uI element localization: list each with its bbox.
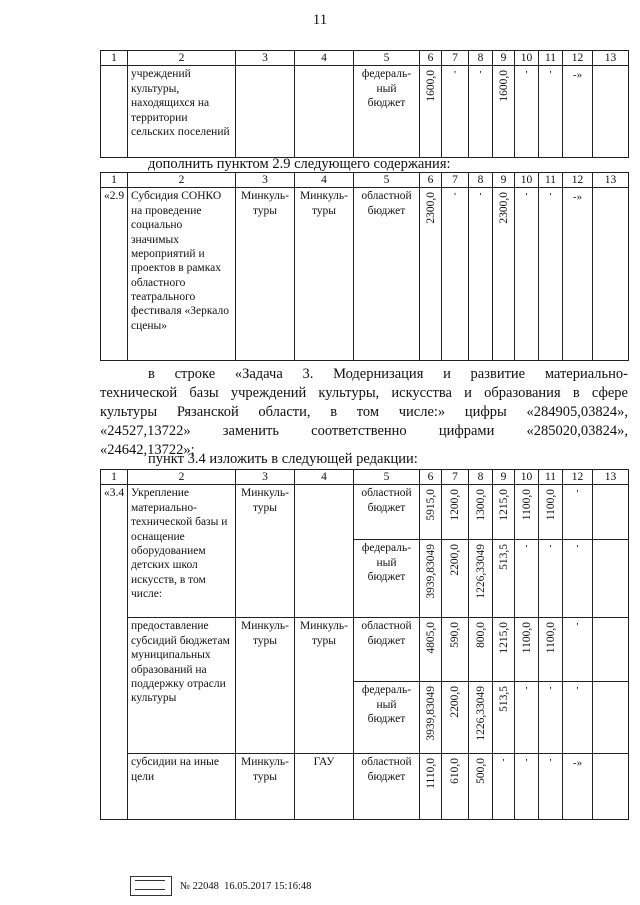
- value-col11: ': [549, 69, 552, 82]
- table-item-2-9: [100, 172, 629, 361]
- recipient: Минкуль-туры: [295, 188, 354, 361]
- col-header: 6: [420, 51, 442, 66]
- recipient: Минкуль-туры: [295, 618, 354, 754]
- col-header: 4: [295, 470, 354, 485]
- value-col11: 1100,0: [544, 622, 557, 654]
- value-col6: 3939,83049: [424, 544, 437, 599]
- col-header: 10: [515, 470, 539, 485]
- col-header: 8: [469, 470, 493, 485]
- value-col6: 3939,83049: [424, 686, 437, 741]
- registry-stamp-icon: [130, 876, 172, 896]
- value-col11: ': [549, 685, 552, 698]
- value-col12: ': [576, 621, 579, 634]
- funding-source: областной бюджет: [354, 188, 420, 361]
- row-name: Субсидия СОНКО на проведение социально значимых мероприятий и проектов в рамках областного театрального фестиваля «Зеркало сцены»: [128, 188, 236, 361]
- table-row: [101, 754, 629, 820]
- paragraph-task3-l1: в строке «Задача 3. Модернизация и развитие материально-: [148, 366, 628, 382]
- value-col12: -»: [572, 69, 583, 82]
- executor: Минкуль-туры: [236, 188, 295, 361]
- row-name: субсидии на иные цели: [128, 754, 236, 820]
- value-col12: ': [576, 488, 579, 501]
- value-col12: ': [576, 685, 579, 698]
- value-col8: ': [479, 69, 482, 82]
- col-header: 8: [469, 173, 493, 188]
- value-col10: 1100,0: [520, 489, 533, 521]
- value-col10: ': [525, 191, 528, 204]
- col-header: 2: [128, 470, 236, 485]
- paragraph-task3-l5: «24642,13722»;: [100, 442, 195, 458]
- paragraph-task3-l2: технической базы учреждений культуры, искусства и образования в сфере: [100, 385, 628, 401]
- column-header-row: [101, 51, 629, 66]
- recipient: ГАУ: [295, 754, 354, 820]
- executor: Минкуль-туры: [236, 618, 295, 754]
- col-header: 13: [593, 51, 629, 66]
- funding-source: федераль-ный бюджет: [354, 682, 420, 754]
- col-header: 1: [101, 51, 128, 66]
- column-header-row: [101, 470, 629, 485]
- col-header: 5: [354, 470, 420, 485]
- value-col6: 2300,0: [424, 192, 437, 224]
- table-row: [101, 188, 629, 361]
- col-header: 9: [493, 173, 515, 188]
- value-col6: 5915,0: [424, 489, 437, 521]
- item-number: «2.9: [101, 188, 128, 361]
- value-col7: ': [454, 191, 456, 204]
- col-header: 5: [354, 173, 420, 188]
- value-col10: ': [525, 685, 528, 698]
- value-col9: 1215,0: [497, 622, 510, 654]
- col-header: 13: [593, 173, 629, 188]
- col-header: 4: [295, 173, 354, 188]
- col-header: 9: [493, 51, 515, 66]
- value-col7: 590,0: [448, 622, 461, 649]
- row-name: учреждений культуры, находящихся на территории сельских поселений: [128, 66, 236, 158]
- col-header: 13: [593, 470, 629, 485]
- value-col9: 1600,0: [497, 70, 510, 102]
- col-header: 11: [539, 51, 563, 66]
- value-col7: 1200,0: [448, 489, 461, 521]
- col-header: 1: [101, 470, 128, 485]
- value-col9: 513,5: [497, 686, 510, 713]
- value-col12: ': [576, 543, 579, 556]
- col-header: 12: [563, 470, 593, 485]
- table-item-3-4: [100, 469, 629, 820]
- item-number: «3.4: [101, 485, 128, 820]
- col-header: 6: [420, 173, 442, 188]
- col-header: 3: [236, 470, 295, 485]
- value-col9: 2300,0: [497, 192, 510, 224]
- col-header: 9: [493, 470, 515, 485]
- footer-datetime: 16.05.2017 15:16:48: [224, 880, 312, 892]
- paragraph-add-2-9: дополнить пунктом 2.9 следующего содержания:: [148, 156, 451, 172]
- value-col9: ': [502, 757, 505, 770]
- table-row: [101, 618, 629, 682]
- value-col10: ': [525, 757, 528, 770]
- footer-doc-number: 22048: [192, 880, 219, 892]
- table-row: [101, 66, 629, 158]
- funding-source: областной бюджет: [354, 754, 420, 820]
- column-header-row: [101, 173, 629, 188]
- col-header: 3: [236, 51, 295, 66]
- col-header: 12: [563, 51, 593, 66]
- funding-source: федераль-ный бюджет: [354, 66, 420, 158]
- row-name: предоставление субсидий бюджетам муниципальных образований на поддержку отрасли культуры: [128, 618, 236, 754]
- value-col11: 1100,0: [544, 489, 557, 521]
- col-header: 7: [442, 470, 469, 485]
- value-col6: 4805,0: [424, 622, 437, 654]
- funding-source: областной бюджет: [354, 618, 420, 682]
- value-col12: -»: [572, 191, 583, 204]
- col-header: 1: [101, 173, 128, 188]
- col-header: 10: [515, 173, 539, 188]
- value-col8: 800,0: [474, 622, 487, 649]
- value-col11: ': [549, 757, 552, 770]
- value-col6: 1600,0: [424, 70, 437, 102]
- col-header: 2: [128, 51, 236, 66]
- value-col8: 1226,33049: [474, 544, 487, 599]
- value-col10: ': [525, 543, 528, 556]
- funding-source: федераль-ный бюджет: [354, 540, 420, 618]
- value-col8: 500,0: [474, 758, 487, 785]
- paragraph-task3-l3: культуры Рязанской области, в том числе:» цифры «284905,03824»,: [100, 404, 628, 420]
- col-header: 6: [420, 470, 442, 485]
- value-col11: ': [549, 543, 552, 556]
- funding-source: областной бюджет: [354, 485, 420, 540]
- col-header: 12: [563, 173, 593, 188]
- value-col8: ': [479, 191, 482, 204]
- table-row: [101, 485, 629, 540]
- col-header: 7: [442, 51, 469, 66]
- footer-number-prefix: №: [180, 880, 191, 892]
- executor: Минкуль-туры: [236, 485, 295, 618]
- value-col7: 2200,0: [448, 686, 461, 718]
- value-col9: 513,5: [497, 544, 510, 571]
- value-col7: 2200,0: [448, 544, 461, 576]
- value-col11: ': [549, 191, 552, 204]
- value-col6: 1110,0: [424, 758, 437, 790]
- col-header: 10: [515, 51, 539, 66]
- col-header: 4: [295, 51, 354, 66]
- value-col7: ': [454, 69, 456, 82]
- value-col8: 1226,33049: [474, 686, 487, 741]
- value-col7: 610,0: [448, 758, 461, 785]
- page-number: 11: [312, 12, 328, 28]
- col-header: 11: [539, 173, 563, 188]
- paragraph-item-3-4: пункт 3.4 изложить в следующей редакции:: [148, 451, 418, 467]
- executor: Минкуль-туры: [236, 754, 295, 820]
- value-col10: 1100,0: [520, 622, 533, 654]
- table-continuation: [100, 50, 629, 158]
- col-header: 5: [354, 51, 420, 66]
- col-header: 11: [539, 470, 563, 485]
- document-footer: [130, 876, 311, 896]
- col-header: 7: [442, 173, 469, 188]
- col-header: 2: [128, 173, 236, 188]
- row-name: Укрепление материально-технической базы и оснащение оборудованием детских школ искусств, в том числе:: [128, 485, 236, 618]
- value-col12: -»: [572, 757, 583, 770]
- value-col8: 1300,0: [474, 489, 487, 521]
- paragraph-task3-l4: «24527,13722» заменить соответственно цифрами «285020,03824»,: [100, 423, 628, 439]
- col-header: 3: [236, 173, 295, 188]
- value-col10: ': [525, 69, 528, 82]
- col-header: 8: [469, 51, 493, 66]
- value-col9: 1215,0: [497, 489, 510, 521]
